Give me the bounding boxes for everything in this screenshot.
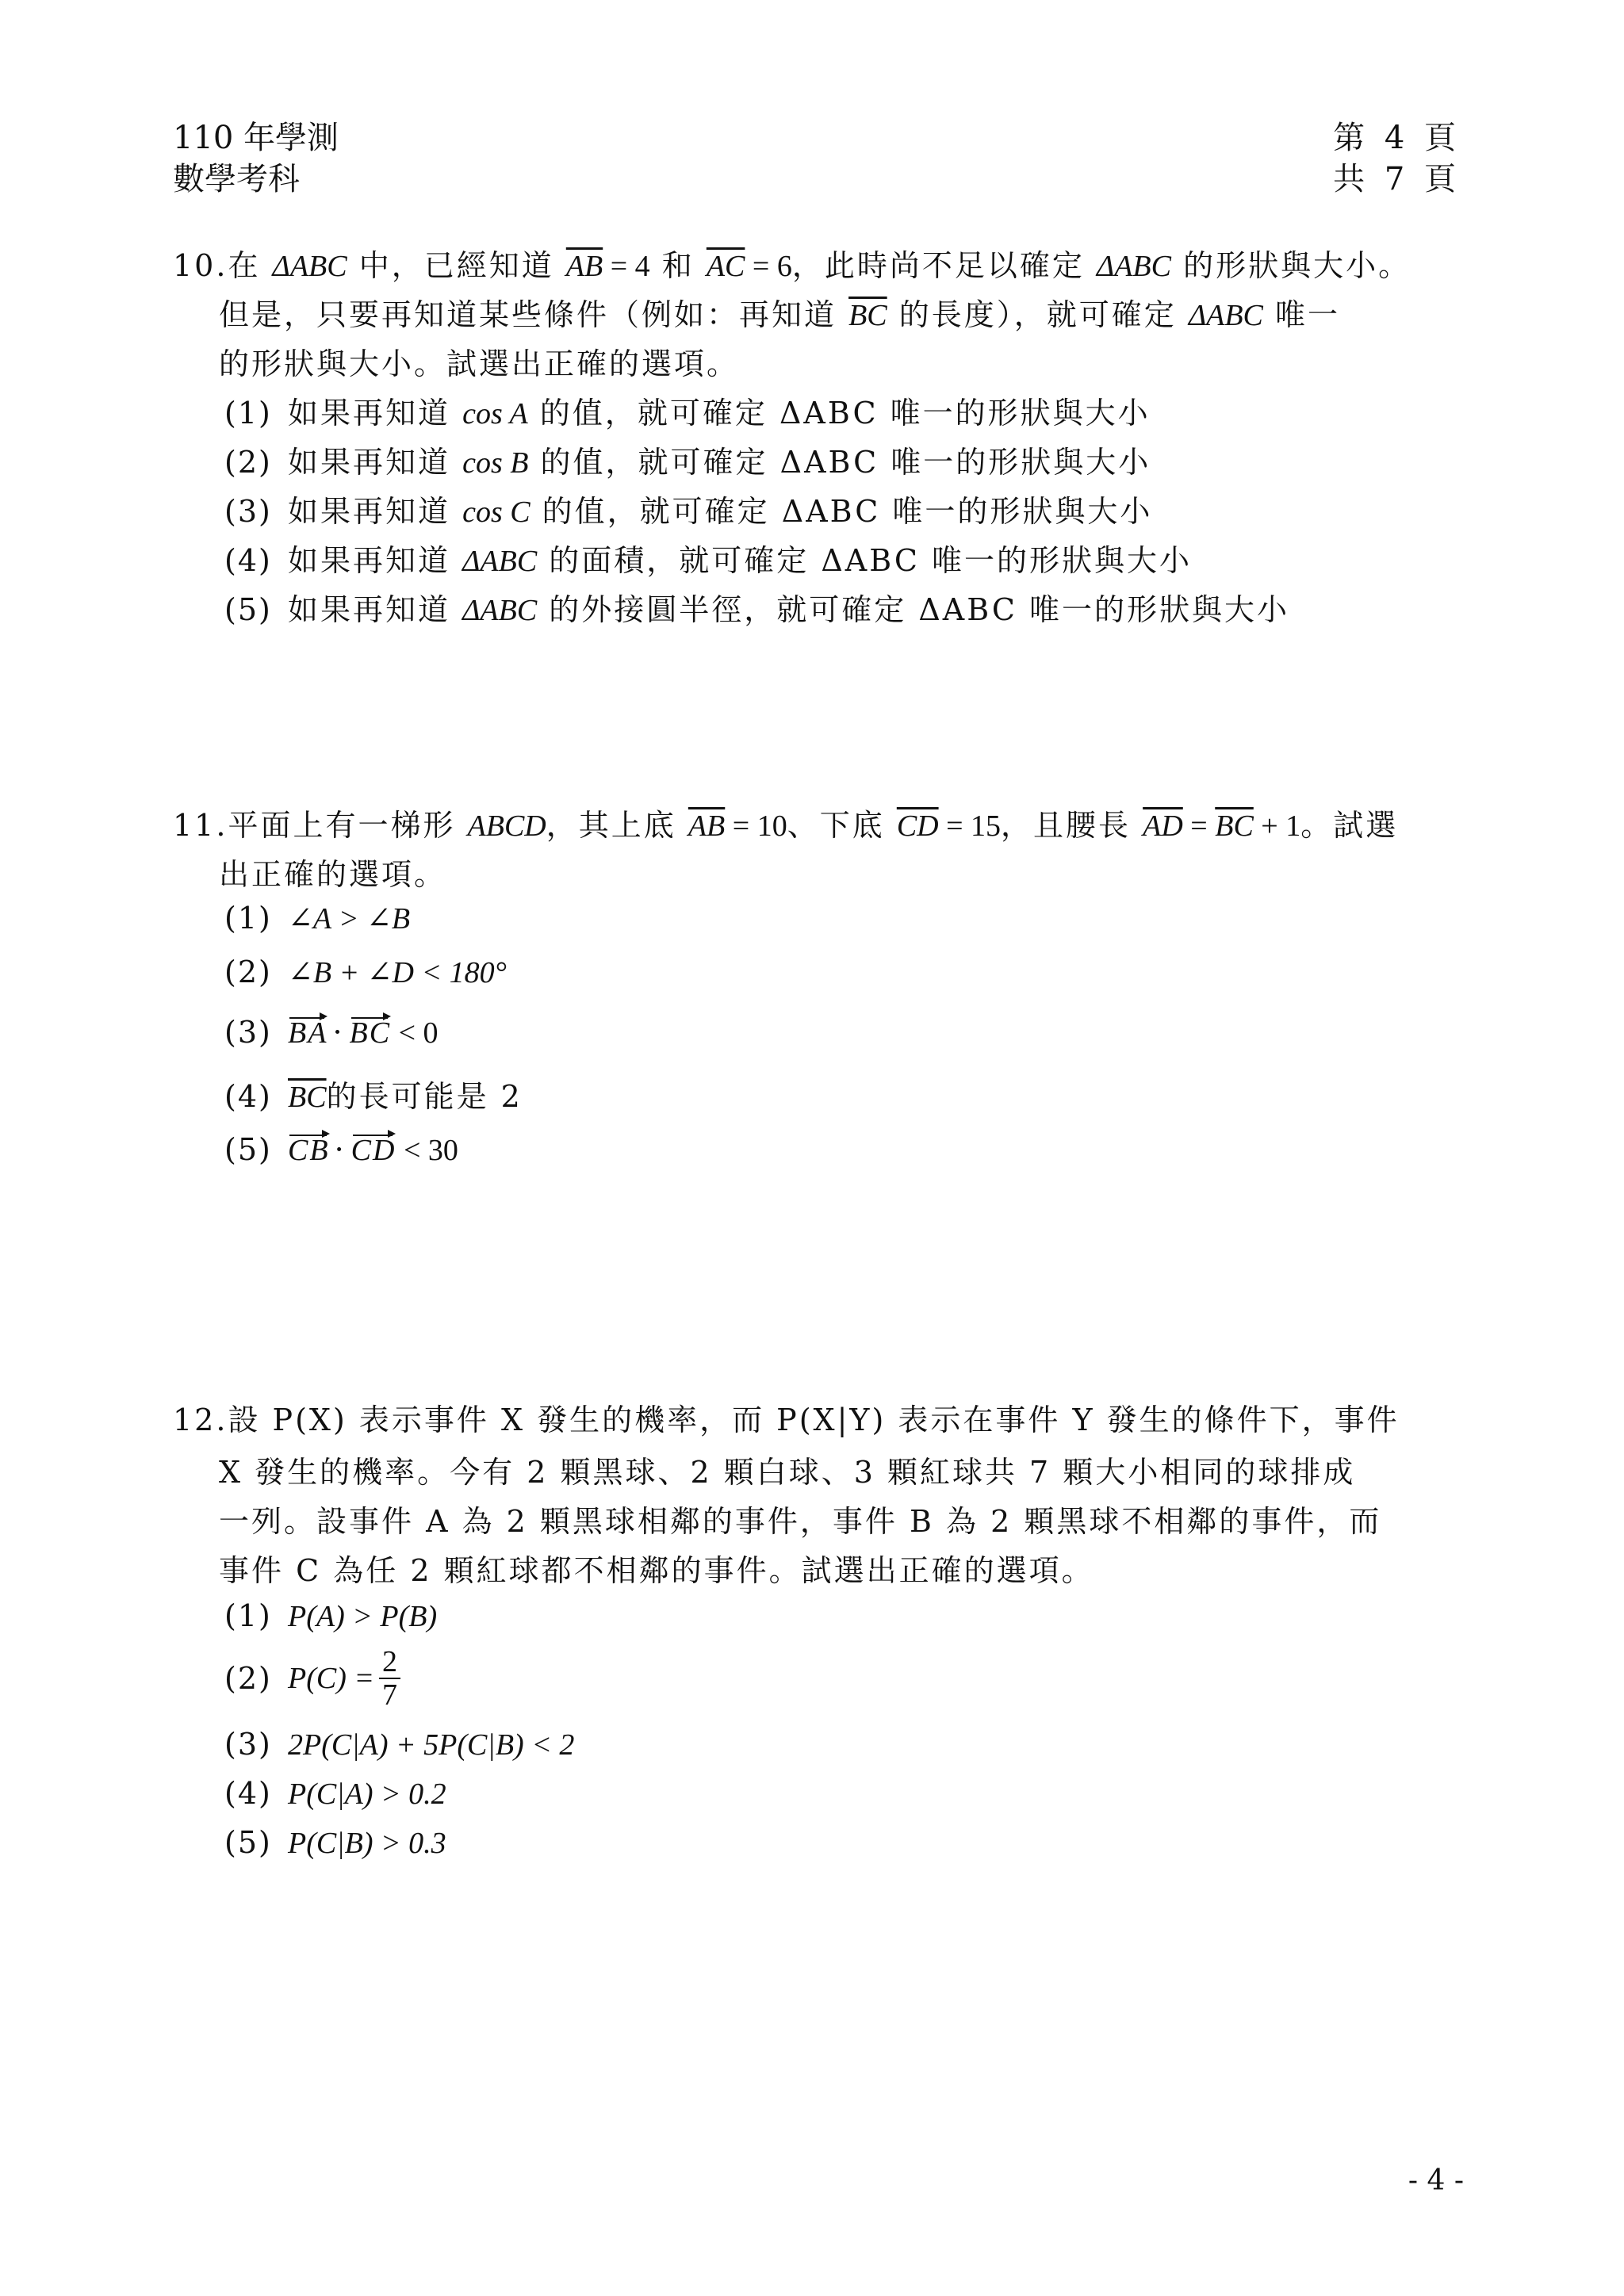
- option-number: (4): [224, 1079, 272, 1114]
- q10-option-2: [224, 438, 1151, 481]
- option-math: cos C: [462, 496, 530, 529]
- q10-text: 中，已經知道: [347, 248, 566, 283]
- option-number: (5): [224, 1825, 272, 1860]
- option-math: cos B: [462, 446, 529, 480]
- q12-option-5: [224, 1825, 446, 1861]
- option-number: (2): [224, 445, 272, 480]
- option-text: 如果再知道: [288, 592, 463, 627]
- option-math: P(C|A) > 0.2: [288, 1777, 446, 1811]
- dot-operator: ·: [334, 1132, 347, 1167]
- option-text: 的外接圓半徑，就可確定 ΔABC 唯一的形狀與大小: [537, 592, 1290, 627]
- option-text: 的面積，就可確定 ΔABC 唯一的形狀與大小: [537, 543, 1193, 578]
- fraction: [379, 1646, 400, 1711]
- plus-one: + 1: [1253, 809, 1301, 843]
- q11-text: ，且腰長: [1001, 808, 1143, 843]
- vector-cd: CD: [350, 1134, 396, 1167]
- q11-option-5: [224, 1132, 458, 1168]
- option-math: < 30: [396, 1134, 458, 1167]
- q12-option-2: [224, 1646, 400, 1711]
- q11-line-1: [173, 801, 1398, 844]
- q10-text: 的長度），就可確定: [887, 297, 1189, 332]
- option-number: (1): [224, 396, 272, 430]
- q12-text: 設 P(X) 表示事件 X 發生的機率，而 P(X|Y) 表示在事件 Y 發生的條件下，事件: [228, 1402, 1400, 1437]
- option-number: (2): [224, 1661, 272, 1696]
- page-number: - 4 -: [1408, 2164, 1464, 2197]
- option-number: (3): [224, 1727, 272, 1762]
- option-text: 如果再知道: [288, 445, 463, 480]
- q10-option-5: [224, 585, 1289, 629]
- q10-text: 的形狀與大小。: [1171, 248, 1411, 283]
- q11-text: 。試選: [1300, 808, 1399, 843]
- option-math: ΔABC: [462, 545, 538, 578]
- option-text: 如果再知道: [288, 494, 463, 529]
- segment-cd: $\overline{CD}$: [896, 809, 939, 843]
- option-number: (4): [224, 543, 272, 578]
- triangle-abc: ΔABC: [272, 250, 347, 283]
- option-number: (1): [224, 901, 272, 936]
- option-number: (4): [224, 1776, 272, 1811]
- vector-ba: BA: [288, 1016, 328, 1050]
- option-text: 如果再知道: [288, 396, 463, 430]
- option-math: < 0: [391, 1016, 439, 1050]
- option-number: (3): [224, 1015, 272, 1050]
- q10-line-1: [173, 241, 1411, 285]
- segment-bc: $\overline{BC}$: [1215, 809, 1254, 843]
- q12-number: 12.: [173, 1402, 228, 1437]
- option-text: 的長可能是 2: [326, 1079, 523, 1114]
- ac-value: = 6: [745, 250, 792, 283]
- q10-line-2: [219, 290, 1340, 334]
- q10-text: 唯一: [1262, 297, 1340, 332]
- option-text: 的值，就可確定 ΔABC 唯一的形狀與大小: [530, 494, 1153, 529]
- q10-text: 在: [228, 248, 273, 283]
- q11-text: 、下底: [787, 808, 897, 843]
- q10-text: 但是，只要再知道某些條件（例如：再知道: [219, 297, 849, 332]
- segment-ac: $\overline{AC}$: [706, 250, 745, 283]
- option-math: ∠B + ∠D < 180°: [288, 956, 507, 989]
- q12-option-1: [224, 1598, 437, 1634]
- option-math: ∠A > ∠B: [288, 902, 411, 936]
- option-number: (5): [224, 592, 272, 627]
- segment-bc: $\overline{BC}$: [288, 1081, 327, 1114]
- option-math: P(C|B) > 0.3: [288, 1827, 446, 1860]
- exam-title: 110 年學測: [173, 120, 339, 156]
- q12-line-2: X 發生的機率。今有 2 顆黑球、2 顆白球、3 顆紅球共 7 顆大小相同的球排成: [219, 1455, 1356, 1490]
- q10-number: 10.: [173, 248, 228, 283]
- q11-text: 平面上有一梯形: [228, 808, 468, 843]
- vector-bc: BC: [349, 1016, 392, 1050]
- q12-line-4: 事件 C 為任 2 顆紅球都不相鄰的事件。試選出正確的選項。: [219, 1553, 1094, 1588]
- q10-text: ，此時尚不足以確定: [791, 248, 1097, 283]
- q10-option-3: [224, 487, 1152, 530]
- triangle-abc: ΔABC: [1096, 250, 1171, 283]
- q10-option-1: [224, 388, 1151, 432]
- q11-option-2: [224, 955, 507, 990]
- option-math: cos A: [462, 397, 528, 430]
- q11-text: ，其上底: [546, 808, 688, 843]
- q10-text: 和: [649, 248, 707, 283]
- triangle-abc: ΔABC: [1188, 299, 1263, 332]
- q12-option-4: [224, 1776, 446, 1812]
- segment-ad: $\overline{AD}$: [1143, 809, 1183, 843]
- fraction-numerator: 2: [379, 1646, 400, 1679]
- option-math: 2P(C|A) + 5P(C|B) < 2: [288, 1728, 575, 1762]
- option-math: P(A) > P(B): [288, 1600, 438, 1633]
- q11-option-1: [224, 901, 410, 936]
- total-pages-label: 共 7 頁: [1333, 161, 1461, 197]
- subject-title: 數學考科: [173, 161, 300, 197]
- option-math: ΔABC: [462, 594, 538, 627]
- vector-cb: CB: [288, 1134, 330, 1167]
- segment-ab: $\overline{AB}$: [688, 809, 726, 843]
- q12-line-3: 一列。設事件 A 為 2 顆黑球相鄰的事件，事件 B 為 2 顆黑球不相鄰的事件，而: [219, 1504, 1382, 1539]
- segment-ab: $\overline{AB}$: [565, 250, 603, 283]
- ab-value: = 4: [603, 250, 650, 283]
- q12-line-1: [173, 1395, 1400, 1439]
- option-text: 的值，就可確定 ΔABC 唯一的形狀與大小: [527, 396, 1151, 430]
- q11-option-3: [224, 1015, 439, 1050]
- option-math: P(C) =: [288, 1662, 375, 1695]
- cd-value: = 15: [938, 809, 1002, 843]
- q11-option-4: [224, 1072, 523, 1115]
- option-number: (2): [224, 955, 272, 989]
- q12-option-3: [224, 1727, 574, 1762]
- option-text: 如果再知道: [288, 543, 463, 578]
- page-label: 第 4 頁: [1333, 120, 1461, 156]
- segment-bc: $\overline{BC}$: [848, 299, 887, 332]
- q11-number: 11.: [173, 808, 228, 843]
- option-number: (3): [224, 494, 272, 529]
- option-text: 的值，就可確定 ΔABC 唯一的形狀與大小: [528, 445, 1151, 480]
- equals-sign: =: [1182, 809, 1216, 843]
- option-number: (5): [224, 1132, 272, 1167]
- trapezoid-abcd: ABCD: [467, 809, 546, 843]
- q10-line-3: 的形狀與大小。試選出正確的選項。: [219, 346, 740, 381]
- fraction-denominator: 7: [382, 1678, 398, 1712]
- ab-value: = 10: [725, 809, 787, 843]
- q11-line-2: 出正確的選項。: [219, 857, 447, 892]
- dot-operator: ·: [332, 1015, 345, 1050]
- option-number: (1): [224, 1598, 272, 1633]
- q10-option-4: [224, 536, 1192, 580]
